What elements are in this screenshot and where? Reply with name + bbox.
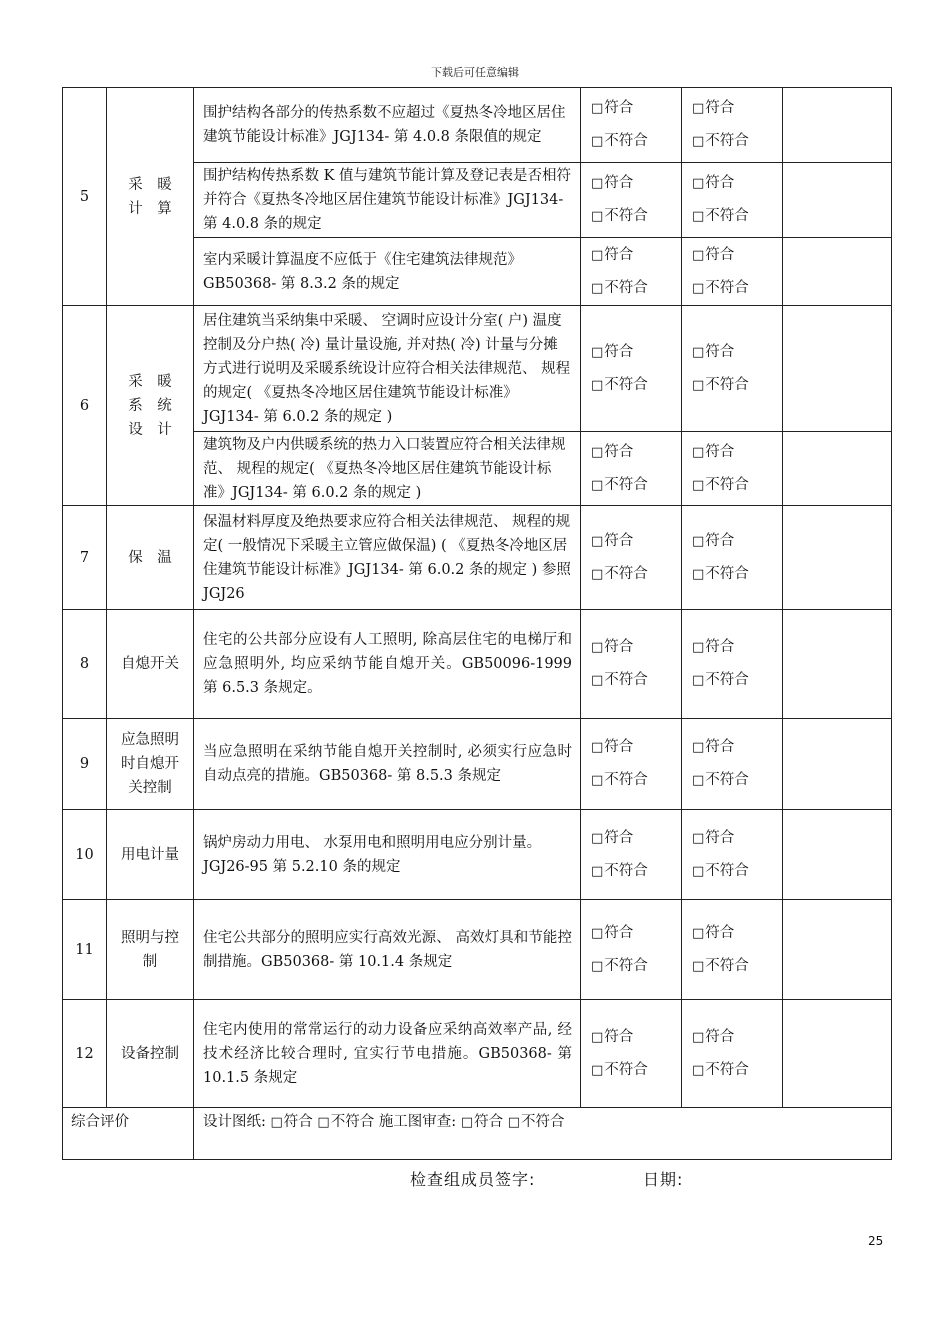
remarks-cell[interactable] <box>783 610 892 719</box>
pass-option[interactable]: □符合 <box>692 1028 735 1045</box>
pass-option[interactable]: □符合 <box>692 246 735 263</box>
design-result <box>581 610 682 719</box>
requirement-text: 保温材料厚度及绝热要求应符合相关法律规范、 规程的规定( 一般情况下采暖主立管应做保温) ( 《夏热冬冷地区居住建筑节能设计标准》JGJ134- 第 6.0.2 条的规定 ) 参照 JGJ26 <box>194 506 581 610</box>
checkbox-icon: □ <box>591 134 604 149</box>
checkbox-icon: □ <box>591 773 604 788</box>
checkbox-icon: □ <box>692 176 705 191</box>
fail-option[interactable]: □不符合 <box>692 376 749 393</box>
checkbox-icon: □ <box>591 176 604 191</box>
fail-option[interactable]: □不符合 <box>591 957 648 974</box>
summary-evaluation <box>194 1108 892 1160</box>
item-name: 用电计量 <box>107 810 194 900</box>
checkbox-icon: □ <box>591 344 604 360</box>
pass-option[interactable]: □符合 <box>591 532 634 549</box>
table-row <box>63 306 892 432</box>
pass-option[interactable]: □符合 <box>692 739 735 755</box>
table-row <box>63 810 892 900</box>
fail-option[interactable]: □不符合 <box>692 772 749 788</box>
design-result <box>581 306 682 432</box>
checkbox-icon: □ <box>692 673 705 688</box>
fail-option[interactable]: □不符合 <box>591 376 648 393</box>
design-result <box>581 1000 682 1108</box>
review-result <box>682 163 783 238</box>
checkbox-icon: □ <box>591 280 604 296</box>
review-result <box>682 810 783 900</box>
review-result <box>682 238 783 306</box>
item-number: 11 <box>63 900 107 1000</box>
requirement-text: 居住建筑当采纳集中采暖、 空调时应设计分室( 户) 温度控制及分户热( 冷) 量计量设施, 并对热( 冷) 计量与分摊方式进行说明及采暖系统设计应符合相关法律规范、 规程的规定( 《夏热冬冷地区居住建筑节能设计标准》JGJ134- 第 6.0.2 条的规定 ) <box>194 306 581 432</box>
design-fail-option[interactable]: □不符合 <box>317 1114 375 1130</box>
header-note: 下载后可任意编辑 <box>431 66 519 79</box>
remarks-cell[interactable] <box>783 432 892 506</box>
pass-option[interactable]: □符合 <box>692 639 735 655</box>
review-fail-option[interactable]: □不符合 <box>507 1114 565 1130</box>
fail-option[interactable]: □不符合 <box>692 565 749 582</box>
remarks-cell[interactable] <box>783 506 892 610</box>
checkbox-icon: □ <box>692 566 705 582</box>
fail-option[interactable]: □不符合 <box>591 208 648 224</box>
pass-option[interactable]: □符合 <box>692 532 735 549</box>
fail-option[interactable]: □不符合 <box>591 862 648 879</box>
checkbox-icon: □ <box>591 830 604 846</box>
review-result <box>682 506 783 610</box>
item-name: 应急照明 时自熄开 关控制 <box>107 719 194 810</box>
summary-label: 综合评价 <box>63 1108 194 1160</box>
pass-option[interactable]: □符合 <box>692 343 735 360</box>
pass-option[interactable]: □符合 <box>591 246 634 263</box>
design-result <box>581 163 682 238</box>
remarks-cell[interactable] <box>783 719 892 810</box>
item-number: 7 <box>63 506 107 610</box>
remarks-cell[interactable] <box>783 900 892 1000</box>
fail-option[interactable]: □不符合 <box>692 1061 749 1078</box>
item-name: 采 暖 系 统 设 计 <box>107 306 194 506</box>
checkbox-icon: □ <box>591 444 604 460</box>
table-row <box>63 88 892 163</box>
fail-option[interactable]: □不符合 <box>591 279 648 296</box>
checkbox-icon: □ <box>591 101 604 116</box>
checkbox-icon: □ <box>591 640 604 655</box>
pass-option[interactable]: □符合 <box>692 443 735 460</box>
checkbox-icon: □ <box>591 1029 604 1045</box>
fail-option[interactable]: □不符合 <box>692 476 749 493</box>
date-label: 日期: <box>643 1170 684 1189</box>
design-result <box>581 506 682 610</box>
checkbox-icon: □ <box>692 477 705 493</box>
checkbox-icon: □ <box>692 1062 705 1078</box>
checkbox-icon: □ <box>692 830 705 846</box>
item-number: 5 <box>63 88 107 306</box>
members-signature-label: 检查组成员签字: <box>410 1170 536 1189</box>
item-name: 自熄开关 <box>107 610 194 719</box>
requirement-text: 锅炉房动力用电、 水泵用电和照明用电应分别计量。JGJ26-95 第 5.2.10 条的规定 <box>194 810 581 900</box>
design-result <box>581 719 682 810</box>
fail-option[interactable]: □不符合 <box>591 476 648 493</box>
checkbox-icon: □ <box>591 566 604 582</box>
design-result <box>581 432 682 506</box>
pass-option[interactable]: □符合 <box>591 175 634 191</box>
pass-option[interactable]: □符合 <box>692 175 735 191</box>
item-number: 8 <box>63 610 107 719</box>
pass-option[interactable]: □符合 <box>591 1028 634 1045</box>
fail-option[interactable]: □不符合 <box>692 957 749 974</box>
pass-option[interactable]: □符合 <box>591 924 634 941</box>
requirement-text: 住宅公共部分的照明应实行高效光源、 高效灯具和节能控制措施。GB50368- 第 10.1.4 条规定 <box>194 900 581 1000</box>
pass-option[interactable]: □符合 <box>692 924 735 941</box>
item-number: 9 <box>63 719 107 810</box>
remarks-cell[interactable] <box>783 238 892 306</box>
requirement-text: 住宅内使用的常常运行的动力设备应采纳高效率产品, 经技术经济比较合理时, 宜实行节电措施。GB50368- 第 10.1.5 条规定 <box>194 1000 581 1108</box>
review-result <box>682 88 783 163</box>
checkbox-icon: □ <box>692 1029 705 1045</box>
checkbox-icon: □ <box>692 640 705 655</box>
design-pass-option[interactable]: □符合 <box>270 1114 313 1130</box>
review-result <box>682 610 783 719</box>
pass-option[interactable]: □符合 <box>591 829 634 846</box>
inspection-table <box>62 87 892 1160</box>
item-name: 采 暖 计 算 <box>107 88 194 306</box>
checkbox-icon: □ <box>692 344 705 360</box>
fail-option[interactable]: □不符合 <box>591 565 648 582</box>
pass-option[interactable]: □符合 <box>591 639 634 655</box>
remarks-cell[interactable] <box>783 1000 892 1108</box>
checkbox-icon: □ <box>692 444 705 460</box>
fail-option[interactable]: □不符合 <box>692 862 749 879</box>
pass-option[interactable]: □符合 <box>692 829 735 846</box>
checkbox-icon: □ <box>591 209 604 224</box>
checkbox-icon: □ <box>692 925 705 941</box>
requirement-text: 围护结构各部分的传热系数不应超过《夏热冬冷地区居住建筑节能设计标准》JGJ134- 第 4.0.8 条限值的规定 <box>194 88 581 163</box>
pass-option[interactable]: □符合 <box>591 100 634 116</box>
table-row <box>63 900 892 1000</box>
checkbox-icon: □ <box>692 958 705 974</box>
item-number: 6 <box>63 306 107 506</box>
fail-option[interactable]: □不符合 <box>591 672 648 688</box>
checkbox-icon: □ <box>692 773 705 788</box>
review-result <box>682 719 783 810</box>
pass-option[interactable]: □符合 <box>692 100 735 116</box>
requirement-text: 围护结构传热系数 K 值与建筑节能计算及登记表是否相符并符合《夏热冬冷地区居住建筑节能设计标准》JGJ134- 第 4.0.8 条的规定 <box>194 163 581 238</box>
pass-option[interactable]: □符合 <box>591 739 634 755</box>
checkbox-icon: □ <box>591 533 604 549</box>
page-number: 25 <box>868 1234 884 1248</box>
requirement-text: 建筑物及户内供暖系统的热力入口装置应符合相关法律规范、 规程的规定( 《夏热冬冷地区居住建筑节能设计标准》JGJ134- 第 6.0.2 条的规定 ) <box>194 432 581 506</box>
remarks-cell[interactable] <box>783 306 892 432</box>
item-number: 12 <box>63 1000 107 1108</box>
checkbox-icon: □ <box>591 1062 604 1078</box>
checkbox-icon: □ <box>507 1115 521 1130</box>
design-result <box>581 238 682 306</box>
checkbox-icon: □ <box>591 958 604 974</box>
checkbox-icon: □ <box>591 740 604 755</box>
checkbox-icon: □ <box>591 863 604 879</box>
checkbox-icon: □ <box>270 1115 283 1130</box>
review-result <box>682 306 783 432</box>
pass-option[interactable]: □符合 <box>591 343 634 360</box>
pass-option[interactable]: □符合 <box>591 443 634 460</box>
table-row <box>63 719 892 810</box>
checkbox-icon: □ <box>692 280 705 296</box>
checkbox-icon: □ <box>692 209 705 224</box>
table-row <box>63 610 892 719</box>
checkbox-icon: □ <box>591 377 604 393</box>
requirement-text: 住宅的公共部分应设有人工照明, 除高层住宅的电梯厅和应急照明外, 均应采纳节能自熄开关。GB50096-1999 第 6.5.3 条规定。 <box>194 610 581 719</box>
review-result <box>682 432 783 506</box>
item-name: 照明与控 制 <box>107 900 194 1000</box>
checkbox-icon: □ <box>692 863 705 879</box>
signature-line <box>410 1167 684 1190</box>
review-result <box>682 900 783 1000</box>
summary-row <box>63 1108 892 1160</box>
design-result <box>581 900 682 1000</box>
fail-option[interactable]: □不符合 <box>692 279 749 296</box>
checkbox-icon: □ <box>692 247 705 263</box>
table-row <box>63 1000 892 1108</box>
checkbox-icon: □ <box>692 101 705 116</box>
fail-option[interactable]: □不符合 <box>692 133 749 149</box>
design-result <box>581 88 682 163</box>
item-number: 10 <box>63 810 107 900</box>
remarks-cell[interactable] <box>783 810 892 900</box>
design-drawings-label: 设计图纸: <box>203 1114 266 1130</box>
checkbox-icon: □ <box>460 1115 474 1130</box>
checkbox-icon: □ <box>692 134 705 149</box>
checkbox-icon: □ <box>591 673 604 688</box>
remarks-cell[interactable] <box>783 163 892 238</box>
checkbox-icon: □ <box>591 925 604 941</box>
fail-option[interactable]: □不符合 <box>692 208 749 224</box>
checkbox-icon: □ <box>591 247 604 263</box>
fail-option[interactable]: □不符合 <box>591 772 648 788</box>
item-name: 设备控制 <box>107 1000 194 1108</box>
remarks-cell[interactable] <box>783 88 892 163</box>
fail-option[interactable]: □不符合 <box>591 1061 648 1078</box>
table-row <box>63 506 892 610</box>
fail-option[interactable]: □不符合 <box>591 133 648 149</box>
checkbox-icon: □ <box>317 1115 330 1130</box>
requirement-text: 当应急照明在采纳节能自熄开关控制时, 必须实行应急时自动点亮的措施。GB50368- 第 8.5.3 条规定 <box>194 719 581 810</box>
design-result <box>581 810 682 900</box>
requirement-text: 室内采暖计算温度不应低于《住宅建筑法律规范》GB50368- 第 8.3.2 条的规定 <box>194 238 581 306</box>
item-name: 保 温 <box>107 506 194 610</box>
checkbox-icon: □ <box>692 740 705 755</box>
checkbox-icon: □ <box>692 377 705 393</box>
checkbox-icon: □ <box>591 477 604 493</box>
fail-option[interactable]: □不符合 <box>692 672 749 688</box>
review-pass-option[interactable]: □符合 <box>460 1114 504 1130</box>
construction-review-label: 施工图审查: <box>378 1114 457 1130</box>
checkbox-icon: □ <box>692 533 705 549</box>
review-result <box>682 1000 783 1108</box>
